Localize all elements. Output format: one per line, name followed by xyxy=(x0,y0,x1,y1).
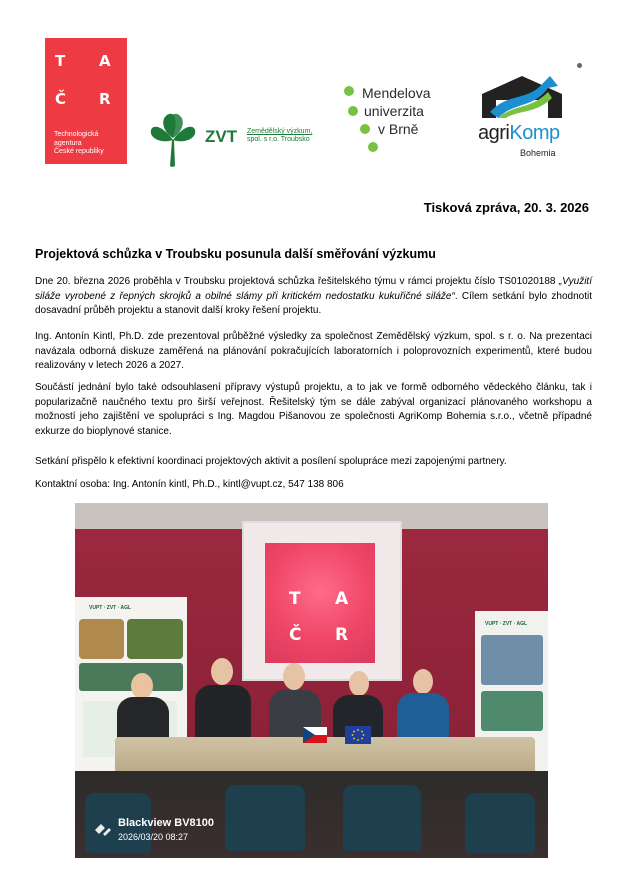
decorative-dot xyxy=(577,63,582,68)
logo-dot-icon xyxy=(348,106,358,116)
paragraph-intro: Dne 20. března 2026 proběhla v Troubsku projektová schůzka řešitelského týmu v rámci projektu číslo TS01020188 „Využití siláže vyrobené z řepných skrojků a obilné slámy při kritickém nedostatku kukuřičné siláže“. Cílem setkání bylo zhodnotit dosavadní průběh projektu a stanovit další kroky řešení projektu. xyxy=(35,276,592,316)
agrikomp-logo xyxy=(472,72,572,162)
contact-person: Kontaktní osoba: Ing. Antonín kintl, Ph.D., kintl@vupt.cz, 547 138 806 xyxy=(35,479,344,490)
projected-tacr-logo: T A Č R xyxy=(265,543,375,663)
photo-floor xyxy=(75,771,548,858)
paragraph-presentation: Ing. Antonín Kintl, Ph.D. zde prezentoval průběžné výsledky za společnost Zemědělský výzkum, spol. s r. o. Na prezentaci navázala odborná diskuze zaměřená na plánování pokračujících laboratorních i poloprovozních experimentů, které budou realizovány v letech 2026 a 2027. xyxy=(35,331,592,371)
czech-flag-icon xyxy=(303,727,327,743)
rollup-banner-right: VUPT · ZVT · AGL xyxy=(475,611,548,841)
tacr-letter-c: Č xyxy=(55,90,67,108)
zvt-logo xyxy=(145,110,325,168)
agrikomp-subtitle: Bohemia xyxy=(520,148,556,158)
paragraph-conclusion: Setkání přispělo k efektivní koordinaci projektových aktivit a posílení spolupráce mezi zapojenými partnery. xyxy=(35,456,507,467)
agrikomp-name: agriKomp xyxy=(478,122,560,144)
press-release-date: Tisková zpráva, 20. 3. 2026 xyxy=(423,200,589,215)
tacr-full-name: Technologická agentura České republiky xyxy=(54,131,104,155)
tacr-letter-t: T xyxy=(55,52,66,70)
zvt-company-name: Zemědělský výzkum, spol. s r.o. Troubsko xyxy=(247,128,313,143)
rollup-banner-left: VUPT · ZVT · AGL xyxy=(75,597,187,837)
logo-dot-icon xyxy=(344,86,354,96)
tacr-letter-r: R xyxy=(99,90,111,108)
logo-dot-icon xyxy=(368,142,378,152)
watermark-date: 2026/03/20 08:27 xyxy=(118,832,189,842)
zvt-name: ZVT xyxy=(205,127,238,146)
tacr-letter-a: A xyxy=(99,52,111,70)
agrikomp-house-icon xyxy=(478,72,566,120)
paragraph-outputs: Součástí jednání bylo také odsouhlasení přípravy výstupů projektu, a to jak ve formě odborného vědeckého článku, tak i popularizačně naučného textu pro širší veřejnost. Řešitelský tým se dále zabýval organizací plánovaného workshopu a možností jeho zajištění ve spolupráci s Ing. Magdou Pišanovou ze společnosti AgriKomp Bohemia s.r.o., včetně případné exkurze do bioplynové stanice. xyxy=(35,382,592,437)
clover-icon xyxy=(145,110,201,168)
watermark-brand: Blackview BV8100 xyxy=(118,817,215,829)
tacr-logo xyxy=(45,38,127,164)
mendel-university-logo xyxy=(340,82,460,162)
mendel-university-name: Mendelova univerzita v Brně xyxy=(362,85,431,137)
eu-flag-icon xyxy=(345,726,371,744)
headline: Projektová schůzka v Troubsku posunula další směřování výzkumu xyxy=(35,247,436,261)
meeting-photo xyxy=(75,503,548,858)
camera-brand-icon xyxy=(93,820,113,838)
